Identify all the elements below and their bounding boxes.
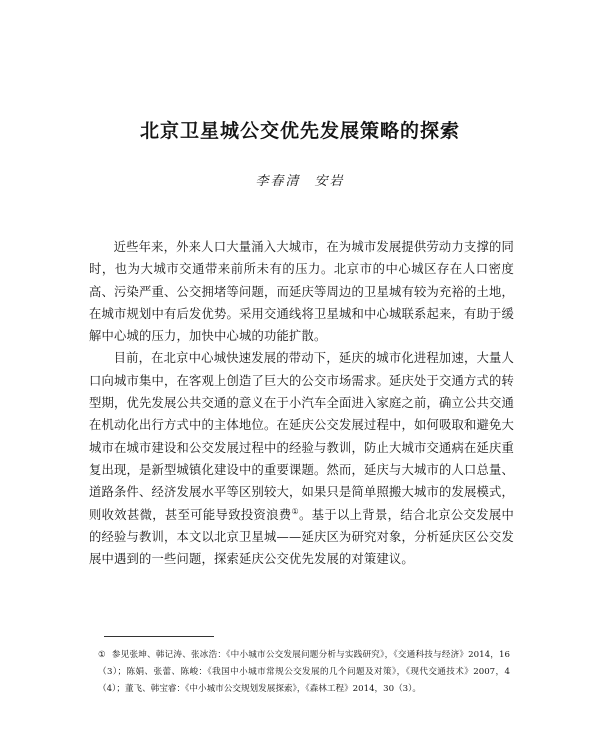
footnote-text: 参见张坤、韩记涛、张冰浩：《中小城市公交发展问题分析与实践研究》，《交通科技与经济》2014，16（3）；陈娟、张蕾、陈峻：《我国中小城市常规公交发展的几个问题及对策》，《现代交通技术》2007，4（4）；董飞、韩宝睿：《中小城市公交规划发展探索》，《森林工程》2014，30（3）。 <box>98 650 510 694</box>
paragraph-text: 目前，在北京中心城快速发展的带动下，延庆的城市化进程加速，大量人口向城市集中，在客观上创造了巨大的公交市场需求。延庆处于交通方式的转型期，优先发展公共交通的意义在于小汽车全面进入家庭之前，确立公共交通在机动化出行方式中的主体地位。在延庆公交发展过程中，如何吸取和避免大城市在城市建设和公交发展过程中的经验与教训，防止大城市交通病在延庆重复出现，是新型城镇化建设中的重要课题。然而，延庆与大城市的人口总量、道路条件、经济发展水平等区别较大，如果只是简单照搬大城市的发展模式，则收效甚微，甚至可能导致投资浪费 <box>89 351 514 522</box>
body-paragraph: 近些年来，外来人口大量涌入大城市，在为城市发展提供劳动力支撑的同时，也为大城市交通带来前所未有的压力。北京市的中心城区存在人口密度高、污染严重、公交拥堵等问题，而延庆等周边的卫星城有较为充裕的土地，在城市规划中有后发优势。采用交通线将卫星城和中心城联系起来，有助于缓解中心城的压力，加快中心城的功能扩散。 <box>89 240 514 344</box>
paragraph-text: 基于以上背景，结合北京公交发展中的经验与教训，本文以北京卫星城——延庆区为研究对象，分析延庆区公交发展中遇到的一些问题，探索延庆公交优先发展的对策建议。 <box>89 507 514 567</box>
article-title: 北京卫星城公交优先发展策略的探索 <box>139 120 460 142</box>
author-line <box>0 170 600 189</box>
article-body <box>89 236 514 570</box>
author-name: 李春清 <box>255 174 301 189</box>
body-paragraph: 目前，在北京中心城快速发展的带动下，延庆的城市化进程加速，大量人口向城市集中，在客观上创造了巨大的公交市场需求。延庆处于交通方式的转型期，优先发展公共交通的意义在于小汽车全面进入家庭之前，确立公共交通在机动化出行方式中的主体地位。在延庆公交发展过程中，如何吸取和避免大城市在城市建设和公交发展过程中的经验与教训，防止大城市交通病在延庆重复出现，是新型城镇化建设中的重要课题。然而，延庆与大城市的人口总量、道路条件、经济发展水平等区别较大，如果只是简单照搬大城市的发展模式，则收效甚微，甚至可能导致投资浪费①。基于以上背景，结合北京公交发展中的经验与教训，本文以北京卫星城——延庆区为研究对象，分析延庆区公交发展中遇到的一些问题，探索延庆公交优先发展的对策建议。 <box>89 351 514 567</box>
footnote-mark: ① <box>98 650 106 660</box>
footnote <box>98 647 510 698</box>
author-name: 安岩 <box>314 174 345 189</box>
footnote-divider <box>104 636 214 637</box>
footnote-reference: ① <box>291 506 300 516</box>
